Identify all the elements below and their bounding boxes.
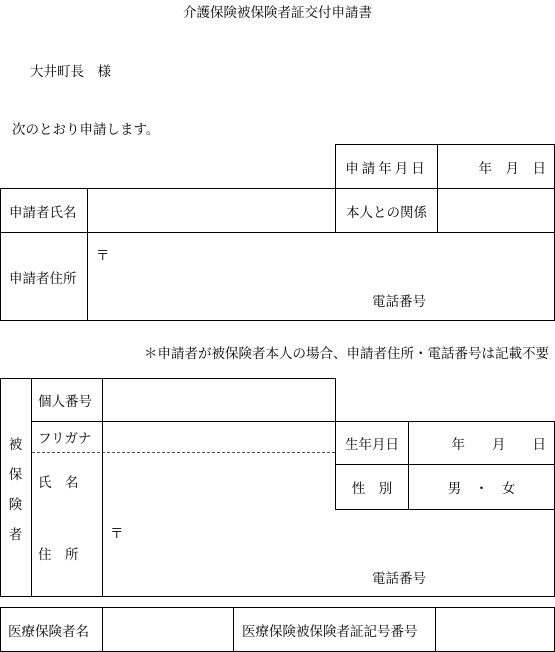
medical-number-label: 医療保険被保険者証記号番号 [242, 623, 418, 640]
furigana-field[interactable] [103, 422, 335, 452]
table-border [0, 596, 555, 597]
personal-number-label: 個人番号 [38, 394, 92, 410]
medical-insurer-label: 医療保険者名 [8, 623, 89, 640]
table-border [233, 607, 234, 652]
table-border [0, 188, 1, 321]
relationship-field[interactable] [438, 189, 554, 232]
table-border [0, 320, 555, 321]
applicant-name-field[interactable] [88, 189, 335, 232]
addressee: 大井町長 様 [30, 64, 111, 80]
insured-phone-label: 電話番号 [372, 571, 426, 587]
applicant-phone-label: 電話番号 [372, 294, 426, 310]
postal-mark: 〒 [96, 248, 110, 264]
applicant-name-label: 申請者氏名 [9, 204, 77, 221]
birthdate-field[interactable]: 年 月 日 [451, 437, 546, 453]
table-border [0, 607, 1, 652]
sex-label: 性 別 [351, 481, 393, 497]
application-date-field[interactable]: 年 月 日 [478, 160, 546, 177]
insured-address-field[interactable] [103, 510, 554, 596]
insured-postal-mark: 〒 [110, 526, 124, 542]
form-title: 介護保険被保険者証交付申請書 [183, 5, 372, 21]
applicant-address-field[interactable] [88, 233, 554, 320]
insured-address-label: 住 所 [38, 547, 79, 563]
applicant-address-label: 申請者住所 [9, 270, 77, 287]
birthdate-label: 生年月日 [345, 437, 399, 453]
personal-number-field[interactable] [103, 379, 335, 421]
insured-section-label: 被 保 険 者 [8, 437, 23, 543]
note-text: ＊申請者が被保険者本人の場合、申請者住所・電話番号は記載不要 [144, 346, 549, 362]
furigana-label: フリガナ [38, 431, 92, 447]
medical-number-field[interactable] [436, 608, 554, 651]
insured-name-field[interactable] [103, 453, 335, 509]
sex-field[interactable]: 男 ・ 女 [447, 481, 516, 497]
application-date-label: 申請年月日 [345, 160, 428, 177]
table-border [31, 378, 32, 597]
insured-name-label: 氏 名 [38, 475, 79, 491]
intro-text: 次のとおり申請します。 [12, 122, 160, 138]
medical-insurer-field[interactable] [103, 608, 233, 651]
relationship-label: 本人との関係 [346, 204, 427, 221]
